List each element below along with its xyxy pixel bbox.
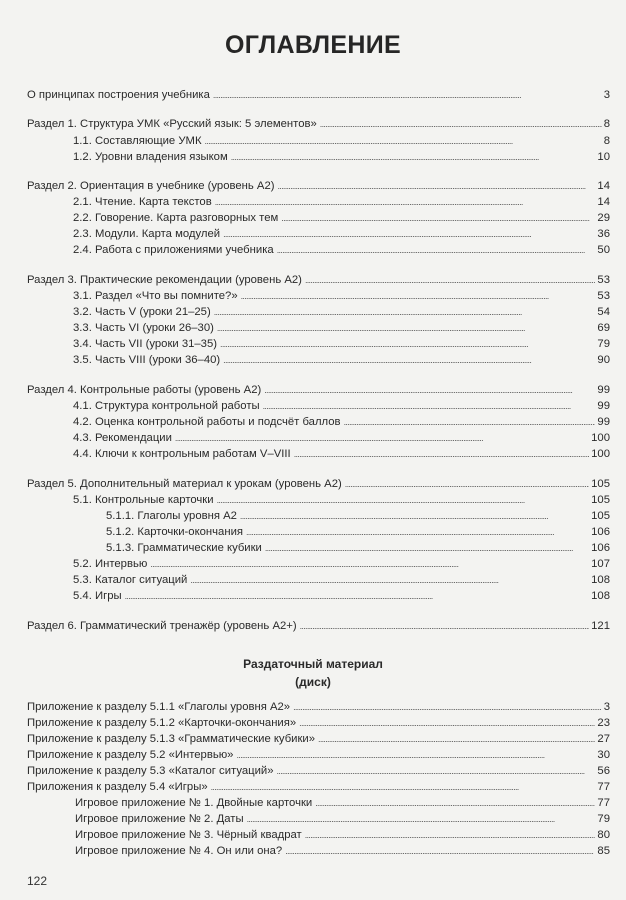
dot-leader: [246, 524, 589, 540]
toc-entry[interactable]: [0, 242, 626, 258]
toc-entry[interactable]: [0, 618, 626, 634]
toc-entry[interactable]: [0, 763, 626, 779]
toc-entry[interactable]: [0, 133, 626, 149]
toc-entry-label: 4.3. Рекомендации: [73, 432, 172, 444]
dot-leader: [217, 492, 590, 508]
toc-entry-page-number: 53: [597, 274, 610, 286]
toc-entry[interactable]: [0, 476, 626, 492]
toc-entry[interactable]: [0, 352, 626, 368]
dot-leader: [315, 795, 595, 811]
page-title: ОГЛАВЛЕНИЕ: [225, 31, 401, 59]
toc-entry[interactable]: [0, 508, 626, 524]
toc-entry[interactable]: [0, 304, 626, 320]
dot-leader: [318, 731, 595, 747]
toc-entry[interactable]: [0, 149, 626, 165]
toc-entry[interactable]: [0, 588, 626, 604]
toc-entry[interactable]: [0, 178, 626, 194]
toc-entry-page-number: 107: [591, 558, 610, 570]
dot-leader: [211, 779, 596, 795]
toc-entry[interactable]: [0, 492, 626, 508]
toc-entry-page-number: 50: [597, 244, 610, 256]
toc-entry[interactable]: [0, 87, 626, 103]
toc-entry[interactable]: [0, 572, 626, 588]
toc-entry-label: Приложения к разделу 5.4 «Игры»: [27, 781, 208, 793]
toc-entry-label: 1.1. Составляющие УМК: [73, 135, 202, 147]
toc-entry-label: 5.3. Каталог ситуаций: [73, 574, 188, 586]
dot-leader: [223, 226, 595, 242]
toc-entry[interactable]: [0, 827, 626, 843]
toc-entry-label: 3.1. Раздел «Что вы помните?»: [73, 290, 238, 302]
toc-entry-page-number: 100: [591, 448, 610, 460]
toc-entry-page-number: 23: [597, 717, 610, 729]
toc-entry-label: 5.2. Интервью: [73, 558, 148, 570]
page-number: 122: [27, 874, 48, 888]
dot-leader: [300, 618, 590, 634]
dot-leader: [281, 210, 595, 226]
dot-leader: [277, 242, 596, 258]
dot-leader: [213, 87, 602, 103]
handout-section-title: Раздаточный материал: [243, 657, 383, 671]
toc-entry-page-number: 54: [597, 306, 610, 318]
toc-entry-label: 2.2. Говорение. Карта разговорных тем: [73, 212, 279, 224]
toc-entry[interactable]: [0, 699, 626, 715]
toc-entry-label: 3.5. Часть VIII (уроки 36–40): [73, 354, 221, 366]
toc-entry-label: 5.1.2. Карточки-окончания: [106, 526, 243, 538]
toc-entry-label: Приложение к разделу 5.1.3 «Грамматические кубики»: [27, 733, 316, 745]
toc-entry[interactable]: [0, 194, 626, 210]
toc-entry-label: 3.2. Часть V (уроки 21–25): [73, 306, 211, 318]
toc-entry-page-number: 3: [603, 701, 610, 713]
dot-leader: [150, 556, 589, 572]
dot-leader: [305, 272, 595, 288]
toc-entry[interactable]: [0, 320, 626, 336]
dot-leader: [263, 398, 596, 414]
handout-section-subtitle: (диск): [295, 675, 331, 689]
toc-entry-page-number: 121: [591, 620, 610, 632]
toc-entry-page-number: 106: [591, 526, 610, 538]
toc-entry-page-number: 8: [603, 135, 610, 147]
toc-entry-label: 2.3. Модули. Карта модулей: [73, 228, 221, 240]
dot-leader: [215, 194, 596, 210]
toc-entry[interactable]: [0, 731, 626, 747]
toc-entry-label: 5.1. Контрольные карточки: [73, 494, 214, 506]
toc-entry-page-number: 8: [603, 118, 610, 130]
toc-entry-page-number: 27: [597, 733, 610, 745]
toc-entry-label: Приложение к разделу 5.1.2 «Карточки-окончания»: [27, 717, 297, 729]
toc-entry-label: Игровое приложение № 3. Чёрный квадрат: [75, 829, 302, 841]
dot-leader: [305, 827, 596, 843]
toc-entry-label: Раздел 5. Дополнительный материал к урокам (уровень А2): [27, 478, 342, 490]
toc-entry-label: Раздел 2. Ориентация в учебнике (уровень А2): [27, 180, 275, 192]
dot-leader: [299, 715, 595, 731]
toc-entry[interactable]: [0, 843, 626, 859]
toc-entry[interactable]: [0, 226, 626, 242]
toc-entry-page-number: 85: [597, 845, 610, 857]
toc-entry[interactable]: [0, 288, 626, 304]
toc-entry-page-number: 77: [597, 797, 610, 809]
dot-leader: [190, 572, 589, 588]
toc-entry[interactable]: [0, 116, 626, 132]
toc-entry-page-number: 56: [597, 765, 610, 777]
toc-entry-page-number: 108: [591, 574, 610, 586]
toc-entry-label: Игровое приложение № 4. Он или она?: [75, 845, 283, 857]
toc-entry[interactable]: [0, 540, 626, 556]
toc-entry-page-number: 14: [597, 196, 610, 208]
dot-leader: [214, 304, 596, 320]
toc-entry-page-number: 36: [597, 228, 610, 240]
toc-entry-page-number: 90: [597, 354, 610, 366]
toc-entry-page-number: 105: [591, 510, 610, 522]
toc-entry-label: 1.2. Уровни владения языком: [73, 151, 228, 163]
toc-entry-label: 4.2. Оценка контрольной работы и подсчёт баллов: [73, 416, 341, 428]
toc-entry-page-number: 79: [597, 338, 610, 350]
toc-entry-label: О принципах построения учебника: [27, 89, 210, 101]
toc-entry-label: Раздел 1. Структура УМК «Русский язык: 5 элементов»: [27, 118, 317, 130]
dot-leader: [285, 843, 595, 859]
dot-leader: [241, 288, 596, 304]
toc-entry[interactable]: [0, 446, 626, 462]
toc-entry[interactable]: [0, 430, 626, 446]
toc-entry[interactable]: [0, 210, 626, 226]
dot-leader: [320, 116, 602, 132]
dot-leader: [294, 446, 589, 462]
toc-entry[interactable]: [0, 382, 626, 398]
dot-leader: [175, 430, 589, 446]
toc-entry-page-number: 77: [597, 781, 610, 793]
toc-entry-page-number: 99: [597, 400, 610, 412]
toc-entry-label: Раздел 6. Грамматический тренажёр (уровень А2+): [27, 620, 297, 632]
dot-leader: [236, 747, 595, 763]
toc-entry-page-number: 10: [597, 151, 610, 163]
toc-entry[interactable]: [0, 715, 626, 731]
toc-entry-label: 5.1.3. Грамматические кубики: [106, 542, 262, 554]
dot-leader: [293, 699, 602, 715]
toc-entry-label: 5.4. Игры: [73, 590, 122, 602]
dot-leader: [345, 476, 589, 492]
dot-leader: [264, 382, 595, 398]
toc-entry-label: Раздел 4. Контрольные работы (уровень А2): [27, 384, 262, 396]
dot-leader: [217, 320, 596, 336]
toc-entry[interactable]: [0, 272, 626, 288]
dot-leader: [265, 540, 589, 556]
dot-leader: [223, 352, 595, 368]
toc-entry-page-number: 14: [597, 180, 610, 192]
toc-entry[interactable]: [0, 524, 626, 540]
dot-leader: [220, 336, 595, 352]
toc-entry-label: 2.1. Чтение. Карта текстов: [73, 196, 212, 208]
toc-entry-label: Игровое приложение № 1. Двойные карточки: [75, 797, 313, 809]
toc-entry-page-number: 106: [591, 542, 610, 554]
dot-leader: [240, 508, 589, 524]
toc-entry-page-number: 30: [597, 749, 610, 761]
toc-entry-label: Приложение к разделу 5.1.1 «Глаголы уровня А2»: [27, 701, 291, 713]
dot-leader: [278, 178, 596, 194]
toc-entry[interactable]: [0, 414, 626, 430]
dot-leader: [231, 149, 596, 165]
toc-entry[interactable]: [0, 795, 626, 811]
toc-entry-page-number: 69: [597, 322, 610, 334]
toc-entry-page-number: 105: [591, 494, 610, 506]
toc-entry-page-number: 108: [591, 590, 610, 602]
dot-leader: [344, 414, 596, 430]
toc-entry-label: 4.4. Ключи к контрольным работам V–VIII: [73, 448, 291, 460]
toc-entry[interactable]: [0, 779, 626, 795]
dot-leader: [205, 133, 602, 149]
toc-entry-label: 4.1. Структура контрольной работы: [73, 400, 260, 412]
toc-entry-page-number: 53: [597, 290, 610, 302]
toc-entry-page-number: 3: [603, 89, 610, 101]
toc-entry-label: 3.4. Часть VII (уроки 31–35): [73, 338, 218, 350]
toc-entry-page-number: 100: [591, 432, 610, 444]
toc-entry[interactable]: [0, 336, 626, 352]
toc-entry[interactable]: [0, 556, 626, 572]
toc-entry[interactable]: [0, 398, 626, 414]
toc-entry-page-number: 79: [597, 813, 610, 825]
toc-entry-label: 2.4. Работа с приложениями учебника: [73, 244, 274, 256]
dot-leader: [247, 811, 596, 827]
toc-entry-page-number: 99: [597, 384, 610, 396]
toc-entry-label: Приложение к разделу 5.3 «Каталог ситуаций»: [27, 765, 274, 777]
toc-entry-page-number: 29: [597, 212, 610, 224]
toc-entry-page-number: 80: [597, 829, 610, 841]
toc-entry[interactable]: [0, 811, 626, 827]
dot-leader: [277, 763, 596, 779]
toc-entry-label: Игровое приложение № 2. Даты: [75, 813, 244, 825]
toc-entry-label: Приложение к разделу 5.2 «Интервью»: [27, 749, 234, 761]
toc-entry-label: Раздел 3. Практические рекомендации (уровень А2): [27, 274, 302, 286]
toc-entry-label: 3.3. Часть VI (уроки 26–30): [73, 322, 214, 334]
toc-entry[interactable]: [0, 747, 626, 763]
dot-leader: [125, 588, 590, 604]
toc-entry-page-number: 99: [597, 416, 610, 428]
toc-entry-page-number: 105: [591, 478, 610, 490]
toc-entry-label: 5.1.1. Глаголы уровня А2: [106, 510, 237, 522]
